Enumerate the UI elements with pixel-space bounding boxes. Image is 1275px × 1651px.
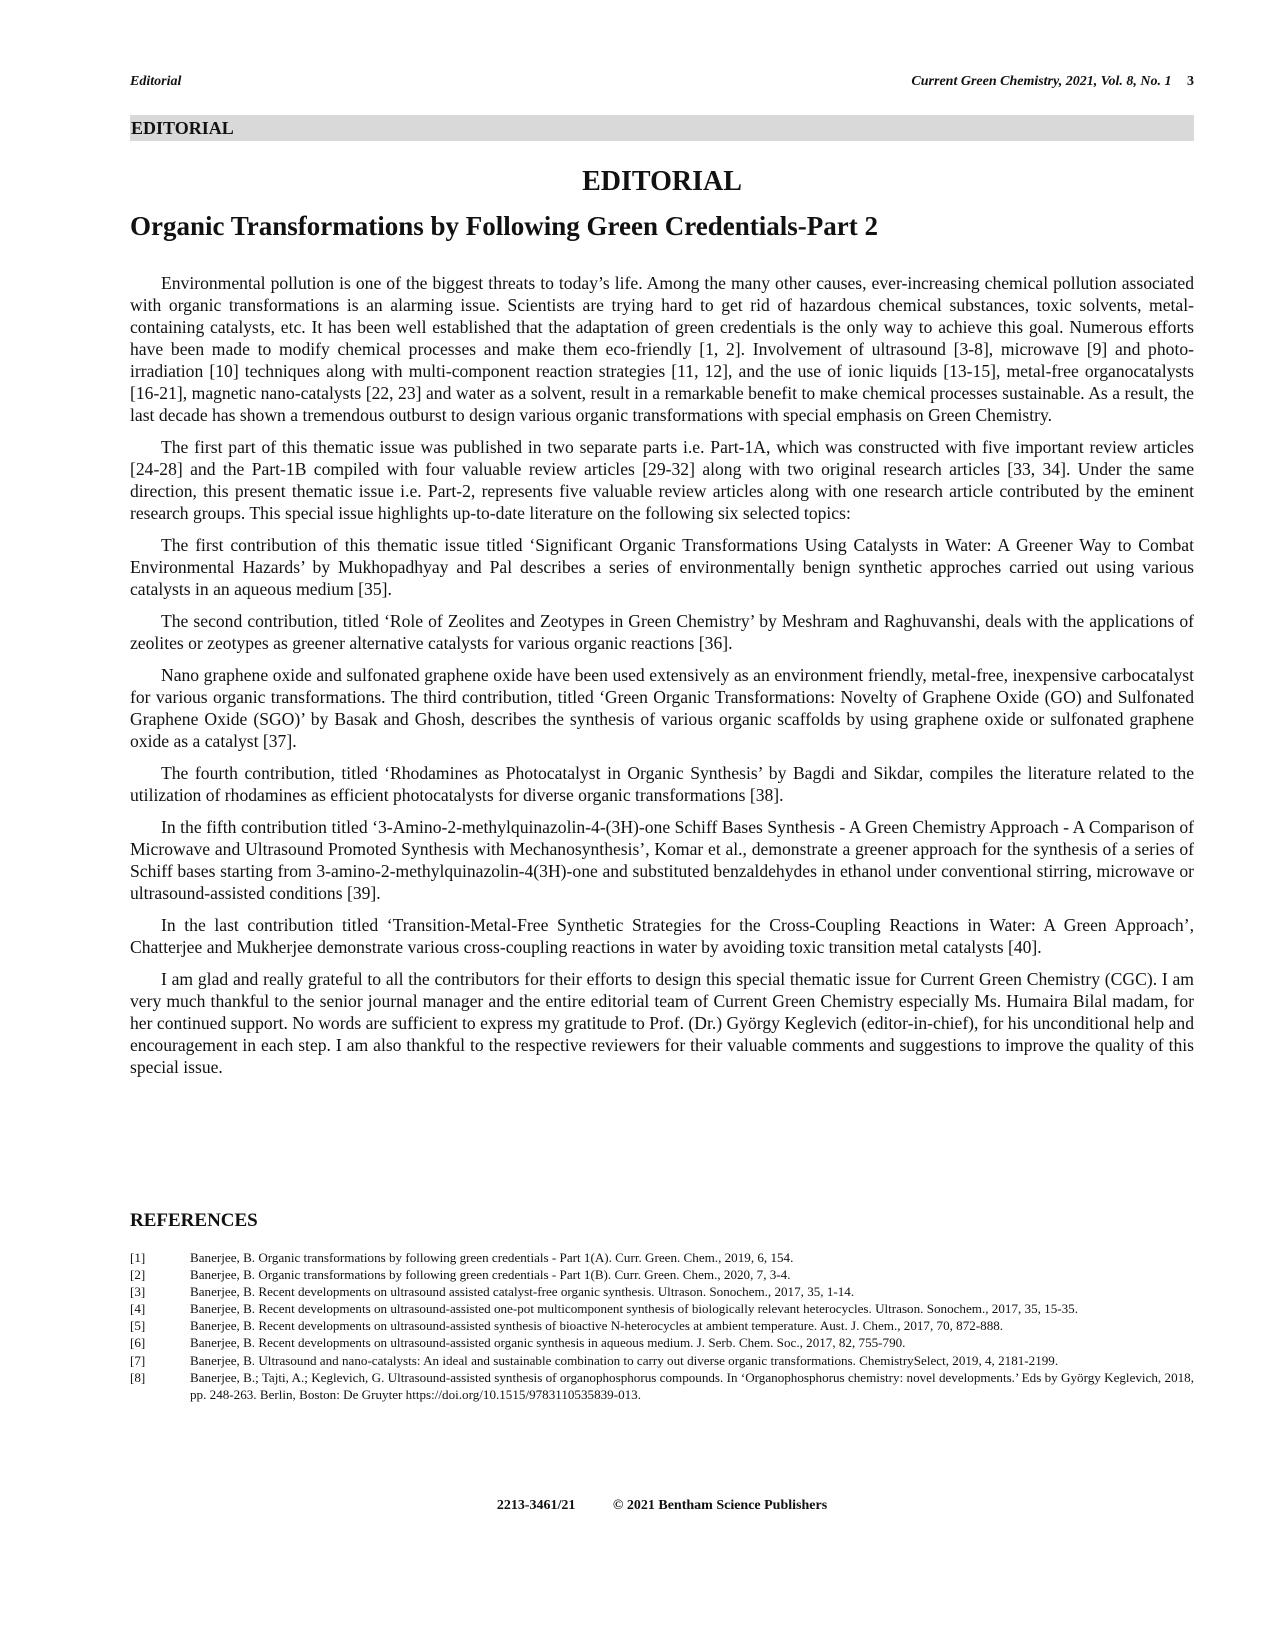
header-journal-name: Current Green Chemistry, 2021, [911, 74, 1098, 89]
paragraph: The second contribution, titled ‘Role of Zeolites and Zeotypes in Green Chemistry’ by Meshram and Raghuvanshi, deals with the applications of zeolites or zeotypes as greener alternative catalysts for various organic reactions [36]. [130, 611, 1194, 653]
reference-number: [3] [130, 1284, 146, 1300]
reference-number: [5] [130, 1318, 146, 1334]
reference-item [130, 1249, 1194, 1266]
reference-number: [4] [130, 1301, 146, 1317]
reference-text: Banerjee, B. Organic transformations by following green credentials - Part 1(A). Curr. Green. Chem., 2019, 6, 154. [190, 1250, 794, 1265]
paragraph: Nano graphene oxide and sulfonated graphene oxide have been used extensively as an environment friendly, metal-free, inexpensive carbocatalyst for various organic transformations. The third contribution, titled ‘Green Organic Transformations: Novelty of Graphene Oxide (GO) and Sulfonated Graphene Oxide (SGO)’ by Basak and Ghosh, describes the synthesis of various organic scaffolds by using graphene oxide or sulfonated graphene oxide as a catalyst [37]. [130, 665, 1194, 751]
references-list [130, 1249, 1194, 1403]
reference-text: Banerjee, B. Recent developments on ultrasound assisted catalyst-free organic synthesis. Ultrason. Sonochem., 2017, 35, 1-14. [190, 1284, 855, 1300]
footer-issn: 2213-3461/21 [496, 1498, 576, 1513]
reference-item [130, 1352, 1194, 1369]
header-section-label: Editorial [130, 74, 182, 89]
reference-item [130, 1369, 1194, 1403]
header-page-number: 3 [1187, 74, 1194, 89]
reference-text: Banerjee, B. Ultrasound and nano-catalysts: An ideal and sustainable combination to carry out diverse organic transformations. ChemistrySelect, 2019, 4, 2181-2199. [190, 1352, 1059, 1368]
paragraph: The first part of this thematic issue was published in two separate parts i.e. Part-1A, which was constructed with five important review articles [24-28] and the Part-1B compiled with four valuable review articles [29-32] along with two original research articles [33, 34]. Under the same direction, this present thematic issue i.e. Part-2, represents five valuable review articles along with one research article contributed by the eminent research groups. This special issue highlights up-to-date literature on the following six selected topics: [130, 437, 1194, 523]
references-heading: REFERENCES [130, 1210, 258, 1231]
reference-text: Banerjee, B. Recent developments on ultrasound-assisted synthesis of bioactive N-heterocycles at ambient temperature. Aust. J. Chem., 2017, 70, 872-888. [190, 1318, 1004, 1334]
paragraph: I am glad and really grateful to all the contributors for their efforts to design this special thematic issue for Current Green Chemistry (CGC). I am very much thankful to the senior journal manager and the entire editorial team of Current Green Chemistry especially Ms. Humaira Bilal madam, for her continued support. No words are sufficient to express my gratitude to Prof. (Dr.) György Keglevich (editor-in-chief), for his unconditional help and encouragement in each step. I am also thankful to the respective reviewers for their valuable comments and suggestions to improve the quality of this special issue. [130, 969, 1194, 1077]
reference-text: Banerjee, B. Organic transformations by following green credentials - Part 1(B). Curr. Green. Chem., 2020, 7, 3-4. [190, 1267, 791, 1283]
reference-number: [6] [130, 1335, 146, 1351]
reference-item [130, 1300, 1194, 1317]
section-banner: EDITORIAL [130, 115, 1194, 141]
paragraph: In the fifth contribution titled ‘3-Amino-2-methylquinazolin-4-(3H)-one Schiff Bases Synthesis - A Green Chemistry Approach - A Comparison of Microwave and Ultrasound Promoted Synthesis with Mechanosynthesis’, Komar et al., demonstrate a greener approach for the synthesis of a series of Schiff bases starting from 3-amino-2-methylquinazolin-4(3H)-one and substituted benzaldehydes in ethanol under conventional stirring, microwave or ultrasound-assisted conditions [39]. [130, 817, 1194, 903]
reference-number: [7] [130, 1352, 146, 1368]
paragraph: In the last contribution titled ‘Transition-Metal-Free Synthetic Strategies for the Cross-Coupling Reactions in Water: A Green Approach’, Chatterjee and Mukherjee demonstrate various cross-coupling reactions in water by avoiding toxic transition metal catalysts [40]. [130, 915, 1194, 957]
reference-text: Banerjee, B. Recent developments on ultrasound-assisted one-pot multicomponent synthesis of biologically relevant heterocycles. Ultrason. Sonochem., 2017, 35, 15-35. [190, 1301, 1078, 1317]
reference-item [130, 1266, 1194, 1283]
header-journal-citation [911, 74, 1194, 90]
body-text [130, 272, 1194, 1088]
footer-copyright: © 2021 Bentham Science Publishers [612, 1498, 828, 1513]
reference-text: Banerjee, B.; Tajti, A.; Keglevich, G. Ultrasound-assisted synthesis of organophosphorus compounds. In ‘Organophosphorus chemistry: novel developments.’ Eds by György Keglevich, 2018, pp. 248-263. Berlin, Boston: De Gruyter https://doi.org/10.1515/9783110535839-013. [190, 1369, 1194, 1402]
editorial-title: EDITORIAL [582, 166, 742, 197]
reference-number: [8] [130, 1369, 146, 1385]
paragraph: Environmental pollution is one of the biggest threats to today’s life. Among the many other causes, ever-increasing chemical pollution associated with organic transformations is an alarming issue. Scientists are trying hard to get rid of hazardous chemical substances, toxic solvents, metal-containing catalysts, etc. It has been well established that the adaptation of green credentials is the only way to achieve this goal. Numerous efforts have been made to modify chemical processes and make them eco-friendly [1, 2]. Involvement of ultrasound [3-8], microwave [9] and photo-irradiation [10] techniques along with multi-component reaction strategies [11, 12], and the use of ionic liquids [13-15], metal-free organocatalysts [16-21], magnetic nano-catalysts [22, 23] and water as a solvent, result in a remarkable benefit to make chemical processes sustainable. As a result, the last decade has shown a tremendous outburst to design various organic transformations with special emphasis on Green Chemistry. [130, 273, 1194, 425]
page-footer [130, 1498, 1194, 1514]
reference-number: [2] [130, 1267, 146, 1283]
article-title: Organic Transformations by Following Green Credentials-Part 2 [130, 211, 878, 241]
reference-item [130, 1334, 1194, 1351]
paragraph: The fourth contribution, titled ‘Rhodamines as Photocatalyst in Organic Synthesis’ by Bagdi and Sikdar, compiles the literature related to the utilization of rhodamines as efficient photocatalysts for diverse organic transformations [38]. [130, 763, 1194, 805]
reference-text: Banerjee, B. Recent developments on ultrasound-assisted organic synthesis in aqueous medium. J. Serb. Chem. Soc., 2017, 82, 755-790. [190, 1335, 906, 1351]
paragraph: The first contribution of this thematic issue titled ‘Significant Organic Transformations Using Catalysts in Water: A Greener Way to Combat Environmental Hazards’ by Mukhopadhyay and Pal describes a series of environmentally benign synthetic approches carried out using various catalysts in an aqueous medium [35]. [130, 535, 1194, 599]
reference-number: [1] [130, 1250, 146, 1265]
header-volume: Vol. 8, No. 1 [1100, 74, 1172, 89]
reference-item [130, 1283, 1194, 1300]
reference-item [130, 1317, 1194, 1334]
